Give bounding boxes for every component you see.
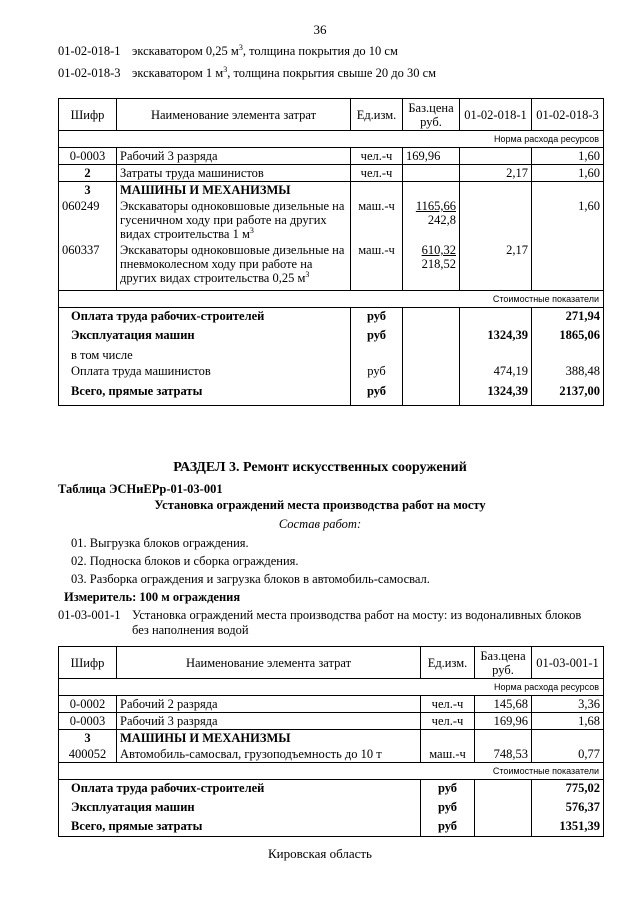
cell-unit: чел.-ч	[351, 148, 403, 165]
table-row: 0-0002 Рабочий 2 разряда чел.-ч 145,68 3,36	[59, 696, 604, 713]
th-unit: Ед.изм.	[421, 647, 475, 679]
th-col1: 01-03-001-1	[532, 647, 604, 679]
table-row: 400052 Автомобиль-самосвал, грузоподъемность до 10 т маш.-ч 748,53 0,77	[59, 746, 604, 763]
table-title: Установка ограждений места производства работ на мосту	[154, 498, 486, 512]
work-item: 02. Подноска блоков и сборка ограждения.	[71, 554, 299, 568]
header-line	[58, 66, 436, 81]
cost-row: Эксплуатация машин руб 576,37	[59, 799, 604, 818]
th-name: Наименование элемента затрат	[117, 99, 351, 131]
cell-price: 169,96	[403, 148, 460, 165]
cell-unit: маш.-ч	[351, 198, 403, 242]
cell-v2: 1,60	[532, 148, 604, 165]
cell-code: 060337	[59, 242, 117, 290]
cost-label: Стоимостные показатели	[59, 290, 604, 307]
cost-row: Оплата труда рабочих-строителей руб 271,94	[59, 307, 604, 327]
cell-code: 2	[59, 165, 117, 182]
cell-price	[403, 165, 460, 182]
measure: Измеритель: 100 м ограждения	[64, 590, 241, 604]
th-col1: 01-02-018-1	[460, 99, 532, 131]
th-name: Наименование элемента затрат	[117, 647, 421, 679]
cost-row: Всего, прямые затраты руб 1351,39	[59, 818, 604, 837]
th-code: Шифр	[59, 647, 117, 679]
page-number: 36	[313, 22, 327, 37]
cell-v1	[460, 198, 532, 242]
norm-label: Норма расхода ресурсов	[59, 679, 604, 696]
cell-name: Рабочий 3 разряда	[117, 148, 351, 165]
resource-table-2	[58, 646, 604, 837]
cell-name: Экскаваторы одноковшовые дизельные на гусеничном ходу при работе на других видах строительства 1 $м^3$	[117, 198, 351, 242]
header-text: экскаватором 1 м	[132, 66, 224, 80]
header-sup: 3	[223, 64, 228, 74]
table-row: 0-0003 Рабочий 3 разряда чел.-ч 169,96 1,68	[59, 713, 604, 730]
cell-name: Затраты труда машинистов	[117, 165, 351, 182]
table-row	[59, 148, 604, 165]
cell-v2: 1,60	[532, 198, 604, 242]
cell-unit: маш.-ч	[351, 242, 403, 290]
table-row	[59, 182, 604, 199]
work-item: 01. Выгрузка блоков ограждения.	[71, 536, 249, 550]
header-sup: 3	[238, 42, 243, 52]
cell-unit: чел.-ч	[351, 165, 403, 182]
cell-v1: 2,17	[460, 165, 532, 182]
item-code: 01-03-001-1	[58, 608, 121, 622]
cell-v1: 2,17	[460, 242, 532, 290]
item-text: Установка ограждений места производства работ на мосту: из водоналивных блоков без наполнения водой	[132, 608, 582, 637]
cost-row: Оплата труда машинистов руб 474,19 388,48	[59, 363, 604, 383]
cost-row: в том числе	[59, 347, 604, 363]
item-description	[58, 608, 598, 638]
header-tail: , толщина покрытия свыше 20 до 30 см	[227, 66, 437, 80]
table-row	[59, 198, 604, 242]
cell-v1	[460, 148, 532, 165]
header-tail: , толщина покрытия до 10 см	[242, 44, 398, 58]
section-title: РАЗДЕЛ 3. Ремонт искусственных сооружений	[173, 460, 467, 475]
cell-name: Экскаваторы одноковшовые дизельные на пневмоколесном ходу при работе на других видах строительства 0,25 $м^3$	[117, 242, 351, 290]
table-label: Таблица ЭСНиЕРр-01-03-001	[58, 482, 223, 496]
resource-table-1	[58, 98, 604, 406]
th-unit: Ед.изм.	[351, 99, 403, 131]
cell-code: 0-0003	[59, 148, 117, 165]
cost-row: Всего, прямые затраты руб 1324,39 2137,00	[59, 383, 604, 405]
header-text: экскаватором 0,25 м	[132, 44, 239, 58]
works-title: Состав работ:	[278, 517, 362, 531]
cost-label: Стоимостные показатели	[59, 763, 604, 780]
table-row: 3 МАШИНЫ И МЕХАНИЗМЫ	[59, 730, 604, 747]
cell-code: 060249	[59, 198, 117, 242]
cell-v2: 1,60	[532, 165, 604, 182]
header-line	[58, 44, 398, 59]
header-code: 01-02-018-1	[58, 44, 121, 58]
th-price: Баз.цена руб.	[403, 99, 460, 131]
th-price: Баз.цена руб.	[475, 647, 532, 679]
th-code: Шифр	[59, 99, 117, 131]
table-row	[59, 165, 604, 182]
table-row	[59, 242, 604, 290]
footer: Кировская область	[267, 846, 372, 861]
cell-name: МАШИНЫ И МЕХАНИЗМЫ	[117, 182, 351, 199]
cell-v2	[532, 242, 604, 290]
cell-price: 610,32 218,52	[403, 242, 460, 290]
work-item: 03. Разборка ограждения и загрузка блоков в автомобиль-самосвал.	[71, 572, 430, 586]
header-code: 01-02-018-3	[58, 66, 121, 80]
cost-row: Оплата труда рабочих-строителей руб 775,02	[59, 780, 604, 799]
norm-label: Норма расхода ресурсов	[59, 131, 604, 148]
cell-price: 1165,66 242,8	[403, 198, 460, 242]
th-col2: 01-02-018-3	[532, 99, 604, 131]
cell-code: 3	[59, 182, 117, 199]
cost-row: Эксплуатация машин руб 1324,39 1865,06	[59, 327, 604, 347]
